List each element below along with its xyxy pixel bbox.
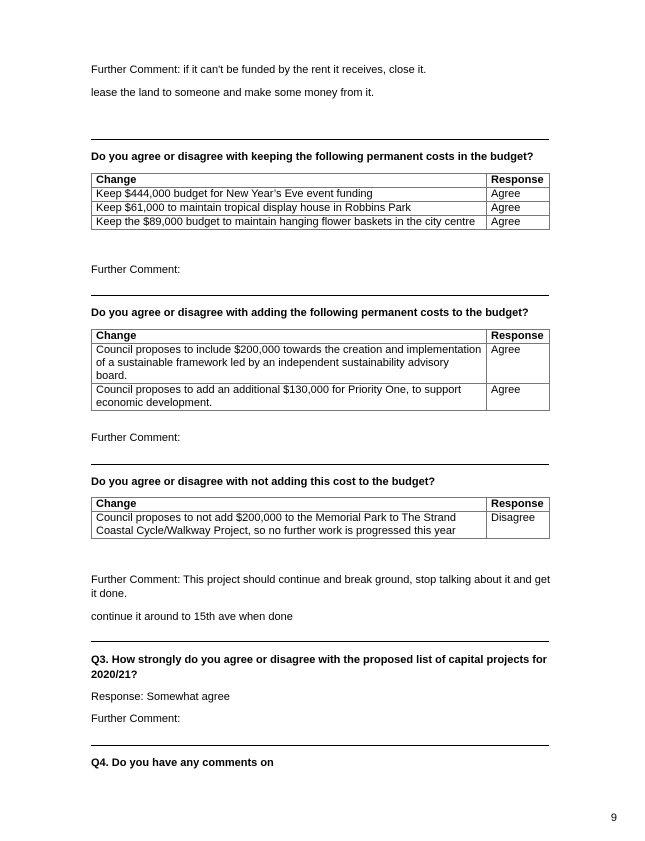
- response-cell: Agree: [487, 202, 550, 216]
- further-comment-text: continue it around to 15th ave when done: [91, 611, 293, 623]
- change-cell: Keep the $89,000 budget to maintain hanging flower baskets in the city centre: [92, 216, 487, 230]
- table-row: [92, 384, 550, 411]
- question-heading: Q3. How strongly do you agree or disagree with the proposed list of capital projects for 2020/21?: [91, 654, 547, 681]
- change-cell: Council proposes to add an additional $130,000 for Priority One, to support economic development.: [92, 384, 487, 411]
- response-text: Response: Somewhat agree: [91, 691, 230, 703]
- table-row: [92, 512, 550, 539]
- further-comment-text: Further Comment:: [91, 432, 181, 444]
- further-comment-text: Further Comment: This project should continue and break ground, stop talking about it and get it done.: [91, 574, 551, 600]
- section-divider: [91, 641, 549, 642]
- question-heading: Do you agree or disagree with not adding this cost to the budget?: [91, 476, 436, 488]
- question-heading: Do you agree or disagree with adding the following permanent costs to the budget?: [91, 307, 529, 319]
- column-header-response: Response: [487, 174, 550, 188]
- column-header-change: Change: [92, 330, 487, 344]
- column-header-response: Response: [487, 330, 550, 344]
- change-cell: Keep $61,000 to maintain tropical display house in Robbins Park: [92, 202, 487, 216]
- response-cell: Agree: [487, 384, 550, 411]
- response-table: [91, 497, 550, 539]
- change-cell: Keep $444,000 budget for New Year’s Eve event funding: [92, 188, 487, 202]
- page-number: 9: [610, 812, 617, 824]
- response-cell: Agree: [487, 344, 550, 384]
- section-divider: [91, 464, 549, 465]
- change-cell: Council proposes to not add $200,000 to the Memorial Park to The Strand Coastal Cycle/Walkway Project, so no further work is progressed this year: [92, 512, 487, 539]
- question-heading: Do you agree or disagree with keeping the following permanent costs in the budget?: [91, 151, 534, 163]
- column-header-change: Change: [92, 174, 487, 188]
- section-divider: [91, 745, 549, 746]
- response-cell: Disagree: [487, 512, 550, 539]
- column-header-response: Response: [487, 498, 550, 512]
- further-comment-text: lease the land to someone and make some money from it.: [91, 87, 375, 99]
- further-comment-text: Further Comment:: [91, 713, 181, 725]
- further-comment-text: Further Comment: if it can't be funded by the rent it receives, close it.: [91, 64, 427, 76]
- table-header-row: [92, 330, 550, 344]
- response-table: [91, 173, 550, 230]
- table-row: [92, 188, 550, 202]
- table-row: [92, 202, 550, 216]
- table-row: [92, 344, 550, 384]
- response-cell: Agree: [487, 188, 550, 202]
- response-cell: Agree: [487, 216, 550, 230]
- column-header-change: Change: [92, 498, 487, 512]
- section-divider: [91, 295, 549, 296]
- table-header-row: [92, 174, 550, 188]
- table-header-row: [92, 498, 550, 512]
- table-row: [92, 216, 550, 230]
- further-comment-text: Further Comment:: [91, 264, 181, 276]
- question-heading: Q4. Do you have any comments on: [91, 757, 274, 769]
- change-cell: Council proposes to include $200,000 towards the creation and implementation of a sustainable framework led by an independent sustainability advisory board.: [92, 344, 487, 384]
- section-divider: [91, 139, 549, 140]
- response-table: [91, 329, 550, 411]
